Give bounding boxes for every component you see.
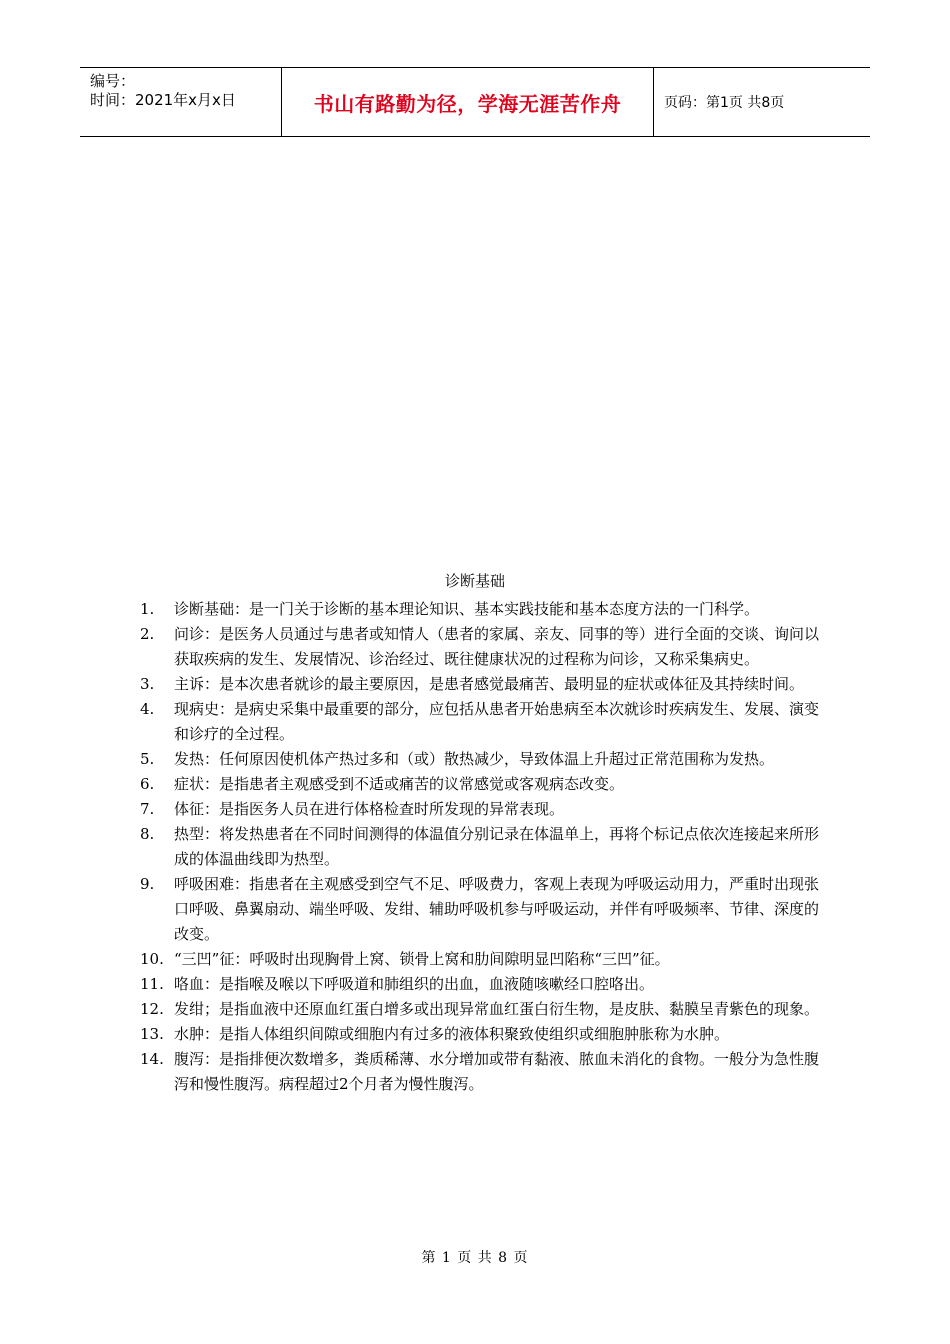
item-text: 现病史：是病史采集中最重要的部分，应包括从患者开始患病至本次就诊时疾病发生、发展、演变和诊疗的全过程。 [174,700,820,743]
list-item [140,822,820,872]
list-item [140,872,820,947]
list-item [140,697,820,747]
item-number: 10. [140,950,164,968]
item-number: 4. [140,700,155,718]
item-text: 水肿：是指人体组织间隙或细胞内有过多的液体积聚致使组织或细胞肿胀称为水肿。 [174,1025,730,1043]
serial-number-label: 编号： [90,72,136,90]
item-number: 7. [140,800,155,818]
item-number: 11. [140,975,164,993]
header-meta [80,68,282,136]
item-number: 1. [140,600,155,618]
item-number: 14. [140,1050,164,1068]
item-text: 症状：是指患者主观感受到不适或痛苦的议常感觉或客观病态改变。 [174,775,625,793]
date-label: 时间：2021年x月x日 [90,91,236,109]
item-text: 咯血：是指喉及喉以下呼吸道和肺组织的出血，血液随咳嗽经口腔咯出。 [174,975,655,993]
item-number: 12. [140,1000,164,1018]
list-item [140,772,820,797]
item-text: 呼吸困难：指患者在主观感受到空气不足、呼吸费力，客观上表现为呼吸运动用力，严重时出现张口呼吸、鼻翼扇动、端坐呼吸、发绀、辅助呼吸机参与呼吸运动，并伴有呼吸频率、节律、深度的改变。 [174,875,820,943]
page-footer: 第 1 页 共 8 页 [421,1250,529,1266]
header-page-info: 页码：第1页 共8页 [664,95,785,111]
list-item [140,797,820,822]
page-header [80,67,870,137]
header-motto: 书山有路勤为径，学海无涯苦作舟 [282,68,654,136]
item-text: 诊断基础：是一门关于诊断的基本理论知识、基本实践技能和基本态度方法的一门科学。 [174,600,760,618]
list-item [140,1022,820,1047]
item-number: 8. [140,825,155,843]
list-item [140,747,820,772]
item-text: “三凹”征：呼吸时出现胸骨上窝、锁骨上窝和肋间隙明显凹陷称“三凹”征。 [174,950,670,968]
item-text: 主诉：是本次患者就诊的最主要原因，是患者感觉最痛苦、最明显的症状或体征及其持续时间。 [174,675,805,693]
list-item [140,947,820,972]
list-item [140,672,820,697]
item-text: 发绀；是指血液中还原血红蛋白增多或出现异常血红蛋白衍生物，是皮肤、黏膜呈青紫色的现象。 [174,1000,820,1018]
list-item [140,972,820,997]
document-title: 诊断基础 [444,572,505,590]
list-item [140,622,820,672]
item-number: 9. [140,875,155,893]
list-item [140,997,820,1022]
item-number: 3. [140,675,155,693]
item-number: 5. [140,750,155,768]
item-text: 腹泻：是指排便次数增多，粪质稀薄、水分增加或带有黏液、脓血未消化的食物。一般分为急性腹泻和慢性腹泻。病程超过2个月者为慢性腹泻。 [174,1050,820,1093]
list-item [140,597,820,622]
list-item [140,1047,820,1097]
item-text: 问诊：是医务人员通过与患者或知情人（患者的家属、亲友、同事的等）进行全面的交谈、询问以获取疾病的发生、发展情况、诊治经过、既往健康状况的过程称为问诊，又称采集病史。 [174,625,820,668]
item-text: 发热：任何原因使机体产热过多和（或）散热减少，导致体温上升超过正常范围称为发热。 [174,750,775,768]
item-number: 13. [140,1025,164,1043]
item-text: 热型：将发热患者在不同时间测得的体温值分别记录在体温单上，再将个标记点依次连接起来所形成的体温曲线即为热型。 [174,825,820,868]
item-number: 6. [140,775,155,793]
item-text: 体征：是指医务人员在进行体格检查时所发现的异常表现。 [174,800,565,818]
definition-list [140,597,820,1097]
item-number: 2. [140,625,155,643]
